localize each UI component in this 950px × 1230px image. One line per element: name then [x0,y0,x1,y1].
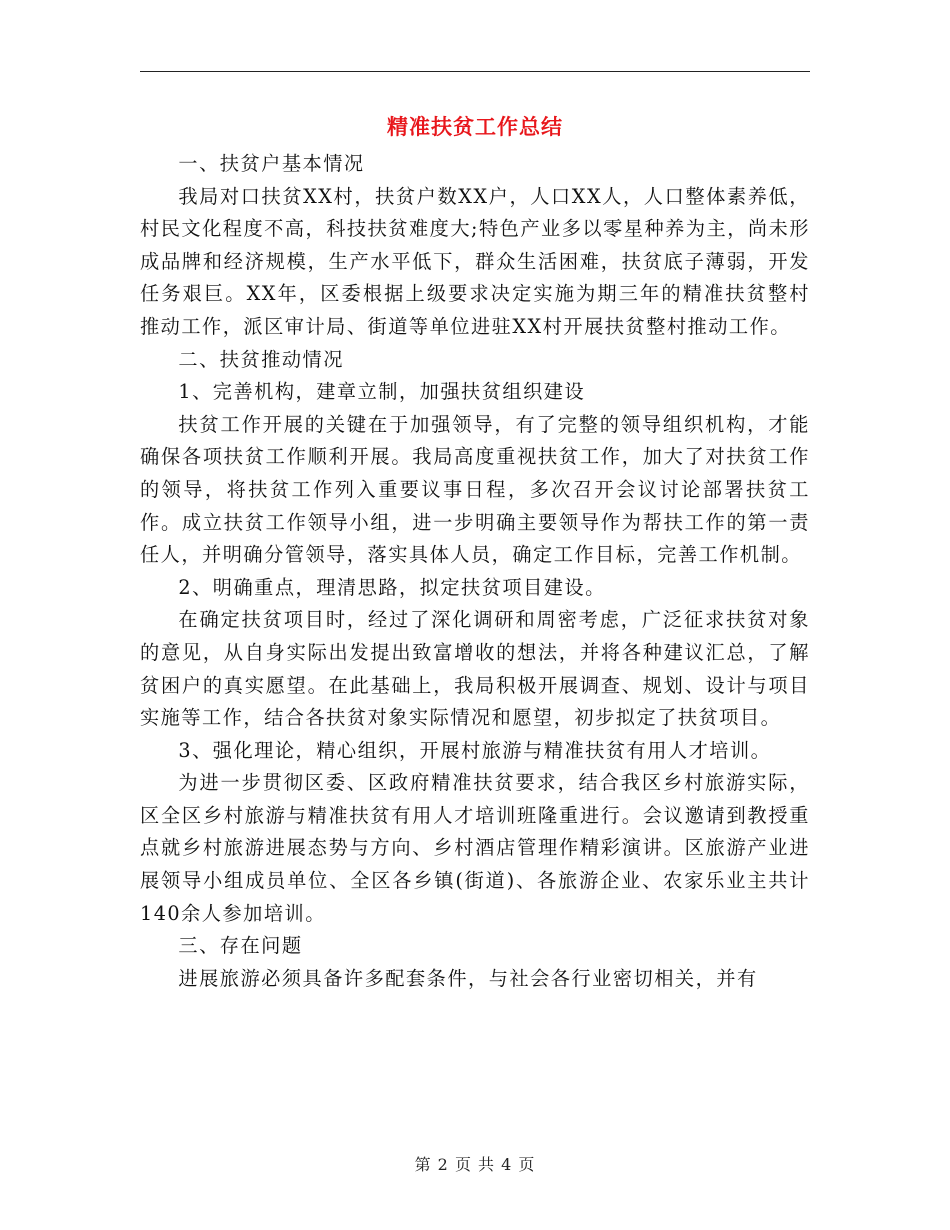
document-title: 精准扶贫工作总结 [387,115,563,139]
paragraph-organization: 扶贫工作开展的关键在于加强领导，有了完整的领导组织机构，才能确保各项扶贫工作顺利开展。我局高度重视扶贫工作，加大了对扶贫工作的领导，将扶贫工作列入重要议事日程，多次召开会议讨论部署扶贫工作。成立扶贫工作领导小组，进一步明确主要领导作为帮扶工作的第一责任人，并明确分管领导，落实具体人员，确定工作目标，完善工作机制。 [140,412,810,567]
subheading-3: 3、强化理论，精心组织，开展村旅游与精准扶贫有用人才培训。 [178,738,772,762]
section-heading-1: 一、扶贫户基本情况 [178,152,365,175]
subheading-1: 1、完善机构，建章立制，加强扶贫组织建设 [178,380,586,404]
paragraph-problems: 进展旅游必须具备许多配套条件，与社会各行业密切相关，并有 [178,966,758,990]
section-heading-2: 二、扶贫推动情况 [178,347,344,371]
section-heading-3: 三、存在问题 [178,934,303,958]
paragraph-project: 在确定扶贫项目时，经过了深化调研和周密考虑，广泛征求扶贫对象的意见，从自身实际出发提出致富增收的想法，并将各种建议汇总，了解贫困户的真实愿望。在此基础上，我局积极开展调查、规划、设计与项目实施等工作，结合各扶贫对象实际情况和愿望，初步拟定了扶贫项目。 [140,608,810,730]
paragraph-training: 为进一步贯彻区委、区政府精准扶贫要求，结合我区乡村旅游实际，区全区乡村旅游与精准扶贫有用人才培训班隆重进行。会议邀请到教授重点就乡村旅游进展态势与方向、乡村酒店管理作精彩演讲。区旅游产业进展领导小组成员单位、全区各乡镇(街道)、各旅游企业、农家乐业主共计140余人参加培训。 [140,771,810,925]
subheading-2: 2、明确重点，理清思路，拟定扶贫项目建设。 [178,575,606,599]
paragraph-basic-situation: 我局对口扶贫XX村，扶贫户数XX户，人口XX人，人口整体素养低，村民文化程度不高，科技扶贫难度大;特色产业多以零星种养为主，尚未形成品牌和经济规模，生产水平低下，群众生活困难，扶贫底子薄弱，开发任务艰巨。XX年，区委根据上级要求决定实施为期三年的精准扶贫整村推动工作，派区审计局、街道等单位进驻XX村开展扶贫整村推动工作。 [140,184,810,338]
document-body [140,148,810,995]
page-footer: 第 2 页 共 4 页 [414,1155,536,1174]
header-rule [140,71,810,72]
